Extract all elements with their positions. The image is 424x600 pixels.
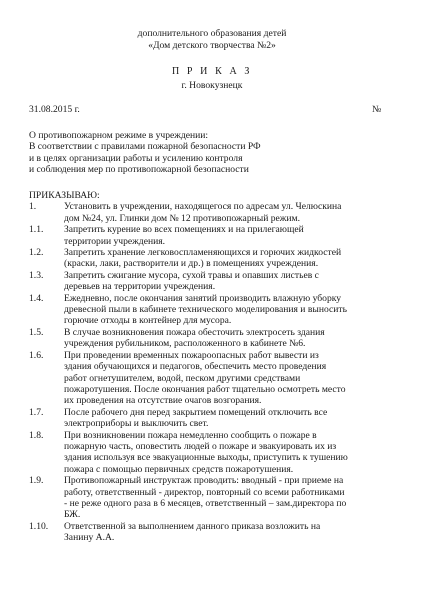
order-item-line: деревьев на территории учреждения. [64,281,216,293]
order-item-text [64,475,419,521]
order-item [29,327,419,350]
order-item-number: 1.3. [29,269,44,281]
order-item [29,430,419,476]
order-item [29,521,419,544]
org-name-line: «Дом детского творчества №2» [148,40,276,51]
order-item-number: 1.10. [29,520,49,532]
order-item-line: Ответственной за выполнением данного приказа возложить на [64,520,321,532]
document-date: 31.08.2015 г. [29,104,80,115]
order-item-number: 1.6. [29,349,44,361]
order-item-text [64,247,419,270]
order-item-number: 1.9. [29,475,44,487]
order-item-line: дом №24, ул. Глинки дом № 12 противопожарный режим. [64,212,301,224]
document-title: П Р И К А З [171,66,252,77]
order-item-line: электроприборы и выключить свет. [64,418,209,430]
order-item-line: их проведения на отсутствие очагов возгорания. [64,395,262,407]
order-item-number: 1.4. [29,292,44,304]
order-item-text [64,430,419,476]
order-item-text [64,407,419,430]
order-item-line: территории учреждения. [64,235,166,247]
order-item-line: горючие отходы в контейнер для мусора. [64,315,232,327]
order-item-line: здания используя все эвакуационные выходы, приступить к тушению [64,452,348,464]
order-item-line: Установить в учреждении, находящегося по адресам ул. Челюскина [64,201,342,213]
order-item-number: 1. [29,201,37,213]
order-item-line: (краски, лаки, растворители и др.) в помещениях учреждения. [64,258,319,270]
order-item [29,247,419,270]
order-item-line: Запретить хранение легковоспламеняющихся и горючих жидкостей [64,247,342,259]
order-item-line: Занину А.А. [64,532,115,544]
order-item-line: пожарную часть, оповестить людей о пожаре и эвакуировать их из [64,440,337,452]
order-item-text [64,521,419,544]
order-item-line: древесной пыли в кабинете технического моделирования и выносить [64,304,347,316]
order-item-line: При проведении временных пожароопасных работ вывести из [64,349,319,361]
order-items [29,201,419,543]
order-item-line: Ежедневно, после окончания занятий производить влажную уборку [64,292,342,304]
order-item-line: здания обучающихся и педагогов, обеспечить место проведения [64,361,327,373]
org-type-line: дополнительного образования детей [137,28,287,39]
order-item-text [64,201,419,224]
order-item-line: Противопожарный инструктаж проводить: вводный - при приеме на [64,475,344,487]
order-item-text [64,350,419,407]
order-item [29,475,419,521]
order-item-number: 1.7. [29,406,44,418]
order-item-line: Запретить сжигание мусора, сухой травы и опавших листьев с [64,269,319,281]
order-item-line: В случае возникновения пожара обесточить электросеть здания [64,326,325,338]
order-item-number: 1.8. [29,429,44,441]
city-line: г. Новокузнецк [181,80,243,91]
order-item-line: работ огнетушителем, водой, песком другими средствами [64,372,301,384]
preamble [29,130,261,176]
order-item-number: 1.5. [29,326,44,338]
order-item-text [64,270,419,293]
preamble-line: В соответствии с правилами пожарной безопасности РФ [29,141,261,153]
order-section [29,190,419,544]
order-item-text [64,327,419,350]
order-item-line: пожаротушения. После окончания работ тщательно осмотреть место [64,383,346,395]
order-item-number: 1.1. [29,224,44,236]
order-item [29,201,419,224]
order-item-line: пожара с помощью первичных средств пожаротушения. [64,463,294,475]
preamble-line: и в целях организации работы и усилению контроля [29,152,243,164]
order-item-line: Запретить курение во всех помещениях и на прилегающей [64,224,304,236]
order-item-text [64,293,419,327]
order-item-line: - не реже одного раза в 6 месяцев, ответственный – зам.директора по [64,497,347,509]
order-item [29,407,419,430]
order-item-text [64,224,419,247]
order-item-line: БЖ. [64,509,81,521]
order-item [29,293,419,327]
preamble-line: и соблюдения мер по противопожарной безопасности [29,164,249,176]
document-number-sign: № [372,104,382,115]
order-heading: ПРИКАЗЫВАЮ: [29,190,100,201]
order-item [29,224,419,247]
order-item [29,350,419,407]
order-item-line: учреждения рубильником, расположенного в кабинете №6. [64,338,306,350]
order-item-line: После рабочего дня перед закрытием помещений отключить все [64,406,328,418]
preamble-line: О противопожарном режиме в учреждении: [29,130,209,141]
order-item-line: При возникновении пожара немедленно сообщить о пожаре в [64,429,317,441]
order-item-line: работу, ответственный - директор, повторный со всеми работниками [64,486,345,498]
order-item-number: 1.2. [29,247,44,259]
order-item [29,270,419,293]
